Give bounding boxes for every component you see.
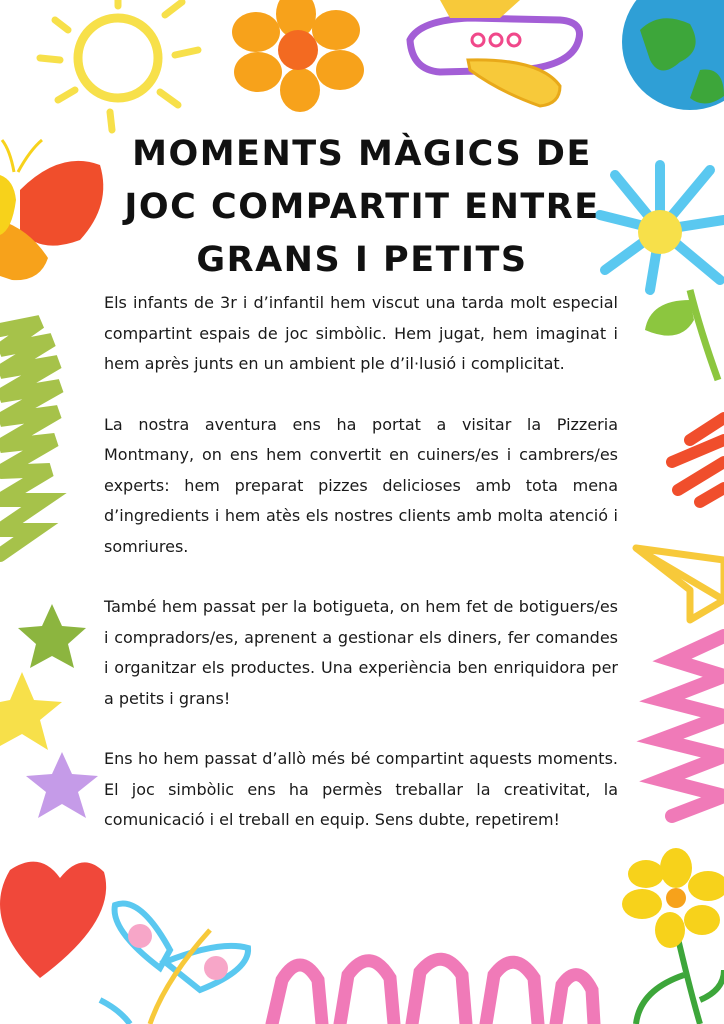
blue-butterfly-icon — [100, 903, 248, 1024]
green-scribble-icon — [0, 322, 60, 555]
airplane-icon — [410, 0, 580, 106]
yellow-flower-icon — [622, 848, 724, 1024]
paragraph: La nostra aventura ens ha portat a visitar la Pizzeria Montmany, on ens hem convertit en cuiners/es i cambrers/es experts: hem preparat pizzes delicioses amb tota mena d’ingredients i hem atès els nostres clients amb molta atenció i somriures. — [104, 414, 618, 556]
blue-flower-center-icon — [638, 210, 682, 254]
paragraph: Ens ho hem passat d’allò més bé compartint aquests moments. El joc simbòlic ens ha permès treballar la creativitat, la comunicació i el treball en equip. Sens dubte, repetirem! — [104, 749, 618, 829]
body-text — [104, 288, 618, 866]
pink-loops-icon — [272, 959, 594, 1024]
butterfly-icon — [0, 140, 103, 280]
page-title: MOMENTS MÀGICS DE JOC COMPARTIT ENTRE GRANS I PETITS — [124, 134, 600, 280]
paragraph: També hem passat per la botigueta, on hem fet de botiguers/es i compradors/es, aprenent a gestionar els diners, fer comandes i organitzar els productes. Una experiència ben enriquidora per a petits i grans! — [104, 597, 618, 708]
orange-flower-icon — [232, 0, 364, 112]
paper-plane-icon — [636, 548, 724, 620]
pink-scribble-icon — [660, 636, 724, 816]
flower-stem-icon — [645, 290, 718, 380]
sun-icon — [40, 0, 198, 130]
paragraph: Els infants de 3r i d’infantil hem viscut una tarda molt especial compartint espais de joc simbòlic. Hem jugat, hem imaginat i hem après junts en un ambient ple d’il·lusió i complicitat. — [104, 293, 618, 373]
red-scribble-icon — [672, 418, 724, 502]
yellow-star-icon — [0, 672, 62, 750]
green-star-icon — [18, 604, 86, 668]
heart-icon — [0, 862, 106, 978]
globe-icon — [622, 0, 724, 110]
lilac-star-icon — [26, 752, 98, 818]
